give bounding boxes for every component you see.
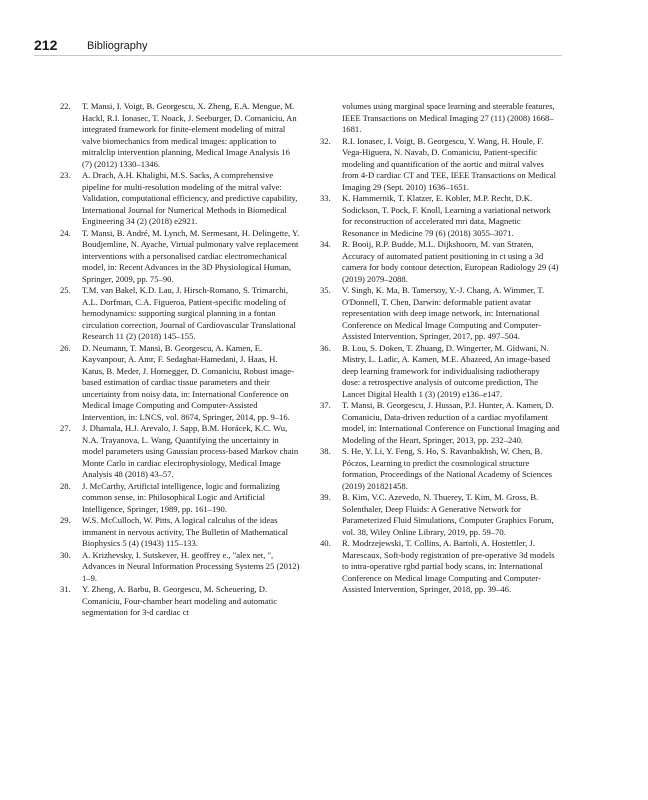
reference-number: 40.: [320, 538, 331, 548]
reference-number: 32.: [320, 135, 331, 146]
reference-number: 31.: [60, 584, 71, 594]
reference-number: 29.: [60, 515, 71, 525]
reference-text: A. Krizhevsky, I. Sutskever, H. geoffrey e., "alex net, ", Advances in Neural Information Processing Systems 25 (2012) 1–9.: [82, 549, 300, 583]
reference-entry: [320, 446, 560, 492]
reference-entry: [320, 239, 560, 285]
reference-text: W.S. McCulloch, W. Pitts, A logical calculus of the ideas immanent in nervous activity, The Bulletin of Mathematical Biophysics 5 (4) (1943) 115–133.: [82, 515, 288, 548]
reference-number: [320, 101, 342, 136]
reference-entry: [60, 515, 300, 550]
reference-entry: [60, 423, 300, 481]
reference-entry: [320, 538, 560, 596]
reference-text: B. Kim, V.C. Azevedo, N. Thuerey, T. Kim, M. Gross, B. Solenthaler, Deep Fluids: A Generative Network for Parameterized Fluid Simulations, Computer Graphics Forum, vol. 38, Wiley Online Library, 2019, pp. 59–70.: [342, 492, 554, 537]
reference-text: K. Hammernik, T. Klatzer, E. Kobler, M.P. Recht, D.K. Sodickson, T. Pock, F. Knoll, Learning a variational network for reconstruction of accelerated mri data, Magnetic Resonance in Medicine 79 (6) (2018) 3055–3071.: [342, 193, 551, 238]
reference-entry: [60, 550, 300, 585]
left-column: [60, 101, 300, 619]
reference-number: 38.: [320, 446, 331, 456]
reference-text: B. Lou, S. Doken, T. Zhuang, D. Wingerter, M. Gidwani, N. Mistry, L. Ladic, A. Kamen, M.E. Abazeed, An image-based deep learning framework for individualising radiotherapy dose: a retrospective analysis of outcome prediction, The Lancet Digital Health 1 (3) (2019) e136–e147.: [342, 342, 551, 399]
reference-entry: [60, 170, 300, 228]
reference-number: 39.: [320, 492, 331, 502]
reference-text: T. Mansi, B. André, M. Lynch, M. Sermesant, H. Delingette, Y. Boudjemline, N. Ayache, Virtual pulmonary valve replacement interventions with a personalised cardiac electromechanical model, in: Recent Advances in the 3D Physiological Human, Springer, 2009, pp. 75–90.: [82, 227, 300, 284]
reference-entry: [320, 101, 560, 136]
reference-text: S. He, Y. Li, Y. Feng, S. Ho, S. Ravanbakhsh, W. Chen, B. Póczos, Learning to predict the cosmological structure formation, Proceedings of the National Academy of Sciences (2019) 201821458.: [342, 446, 553, 491]
reference-text: D. Neumann, T. Mansi, B. Georgescu, A. Kamen, E. Kayvanpour, A. Amr, F. Sedaghat-Hamedani, J. Haas, H. Katus, B. Meder, J. Hornegger, D. Comaniciu, Robust image-based estimation of cardiac tissue parameters and their uncertainty from noisy data, in: International Conference on Medical Image Computing and Computer-Assisted Intervention, in: LNCS, vol. 8674, Springer, 2014, pp. 9–16.: [82, 342, 294, 422]
running-title: Bibliography: [87, 40, 148, 52]
page-header: [34, 37, 562, 56]
reference-number: 35.: [320, 285, 331, 295]
reference-text: T. Mansi, I. Voigt, B. Georgescu, X. Zheng, E.A. Mengue, M. Hackl, R.I. Ionasec, T. Noack, J. Seeburger, D. Comaniciu, An integrated framework for finite-element modeling of mitral valve biomechanics from medical images: application to mitralclip intervention planning, Medical Image Analysis 16 (7) (2012) 1330–1346.: [82, 101, 297, 169]
reference-entry: [60, 481, 300, 516]
reference-entry: [320, 400, 560, 446]
reference-entry: [60, 101, 300, 170]
reference-text: J. McCarthy, Artificial intelligence, logic and formalizing common sense, in: Philosophical Logic and Artificial Intelligence, Springer, 1989, pp. 161–190.: [82, 480, 280, 514]
reference-text: T. Mansi, B. Georgescu, J. Hussan, P.J. Hunter, A. Kamen, D. Comaniciu, Data-driven reduction of a cardiac myofilament model, in: International Conference on Functional Imaging and Modeling of the Heart, Springer, 2013, pp. 232–240.: [342, 400, 560, 445]
reference-text: R. Booij, R.P. Budde, M.L. Dijkshoorn, M. van Straten, Accuracy of automated patient positioning in ct using a 3d camera for body contour detection, European Radiology 29 (4) (2019) 2079–2088.: [342, 239, 559, 284]
reference-text: T.M. van Bakel, K.D. Lau, J. Hirsch-Romano, S. Trimarchi, A.L. Dorfman, C.A. Figueroa, Patient-specific modeling of hemodynamics: supporting surgical planning in a fontan circulation correction, Journal of Cardiovascular Translational Research 11 (2) (2018) 145–155.: [82, 285, 296, 341]
reference-entry: [320, 193, 560, 239]
reference-number: 30.: [60, 549, 71, 560]
reference-number: 23.: [60, 170, 71, 180]
reference-entry: [60, 584, 300, 619]
reference-text: J. Dhamala, H.J. Arevalo, J. Sapp, B.M. Horácek, K.C. Wu, N.A. Trayanova, L. Wang, Quantifying the uncertainty in model parameters using Gaussian process-based Markov chain Monte Carlo in cardiac electrophysiology, Medical Image Analysis 48 (2018) 43–57.: [82, 423, 299, 479]
reference-entry: [60, 228, 300, 286]
reference-number: 25.: [60, 285, 71, 295]
page-number: 212: [34, 37, 58, 53]
reference-number: 34.: [320, 239, 331, 249]
reference-number: 28.: [60, 480, 71, 491]
reference-entry: [320, 285, 560, 343]
reference-number: 37.: [320, 400, 331, 410]
reference-number: 22.: [60, 101, 71, 111]
reference-text: volumes using marginal space learning and steerable features, IEEE Transactions on Medical Imaging 27 (11) (2008) 1668–1681.: [342, 101, 555, 134]
reference-number: 26.: [60, 342, 71, 353]
reference-number: 24.: [60, 227, 71, 238]
reference-entry: [60, 343, 300, 424]
reference-text: Y. Zheng, A. Barbu, B. Georgescu, M. Scheuering, D. Comaniciu, Four-chamber heart modeling and automatic segmentation for 3-d cardiac ct: [82, 584, 278, 617]
reference-text: V. Singh, K. Ma, B. Tamersoy, Y.-J. Chang, A. Wimmer, T. O'Donnell, T. Chen, Darwin: deformable patient avatar representation with deep image network, in: International Conference on Medical Image Computing and Computer-Assisted Intervention, Springer, 2017, pp. 497–504.: [342, 285, 545, 341]
reference-entry: [60, 285, 300, 343]
reference-text: R.I. Ionasec, I. Voigt, B. Georgescu, Y. Wang, H. Houle, F. Vega-Higuera, N. Navab, D. Comaniciu, Patient-specific modeling and quantification of the aortic and mitral valves from 4-D cardiac CT and TEE, IEEE Transactions on Medical Imaging 29 (Sept. 2010) 1636–1651.: [342, 135, 556, 192]
reference-entry: [320, 343, 560, 401]
reference-number: 33.: [320, 193, 331, 203]
right-column: [320, 101, 560, 596]
reference-entry: [320, 136, 560, 194]
reference-number: 27.: [60, 423, 71, 433]
reference-entry: [320, 492, 560, 538]
reference-number: 36.: [320, 342, 331, 353]
reference-text: R. Modrzejewski, T. Collins, A. Bartoli, A. Hostettler, J. Marescaux, Soft-body registration of pre-operative 3d models to intra-operative rgbd partial body scans, in: International Conference on Medical Image Computing and Computer-Assisted Intervention, Springer, 2018, pp. 39–46.: [342, 538, 555, 594]
reference-text: A. Drach, A.H. Khalighi, M.S. Sacks, A comprehensive pipeline for multi-resolution modeling of the mitral valve: Validation, computational efficiency, and predictive capability, International Journal for Numerical Methods in Biomedical Engineering 34 (2) (2018) e2921.: [82, 170, 298, 226]
